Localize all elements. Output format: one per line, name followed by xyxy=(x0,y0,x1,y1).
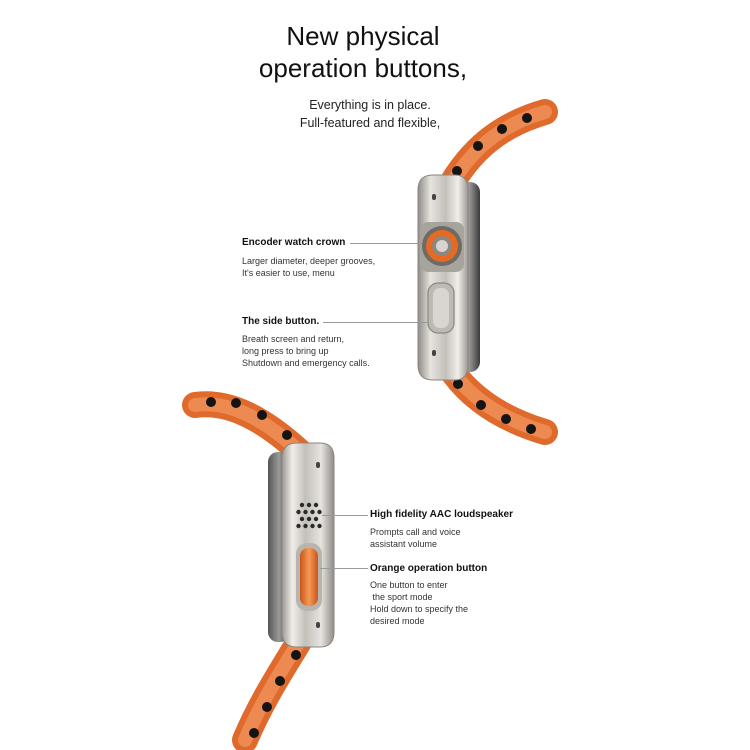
crown-desc-line-2: It's easier to use, menu xyxy=(242,268,335,278)
orange-button-leader-line xyxy=(320,568,368,569)
orange-button-desc-line-1: One button to enter xyxy=(370,580,448,590)
orange-button-desc-line-3: Hold down to specify the xyxy=(370,604,469,614)
orange-button-desc-line-4: desired mode xyxy=(370,616,425,626)
crown-callout-desc xyxy=(242,255,375,279)
orange-button-callout-desc xyxy=(370,579,468,627)
crown-icon xyxy=(420,222,464,272)
side-button-desc-line-1: Breath screen and return, xyxy=(242,334,345,344)
side-button-callout-title: The side button. xyxy=(242,316,320,327)
tagline-line-1: Everything is in place. xyxy=(309,98,431,112)
speaker-desc-line-2: assistant volume xyxy=(370,539,438,549)
tagline-line-2: Full-featured and flexible, xyxy=(299,116,441,130)
bottom-strap-upper xyxy=(195,397,300,452)
speaker-desc-line-1: Prompts call and voice xyxy=(370,527,461,537)
side-button-leader-line xyxy=(323,322,428,323)
orange-action-button-icon xyxy=(296,543,322,611)
crown-callout-title: Encoder watch crown xyxy=(242,237,346,248)
bottom-strap-lower xyxy=(245,640,301,740)
side-button-icon xyxy=(428,283,454,333)
crown-desc-line-1: Larger diameter, deeper grooves, xyxy=(242,256,376,266)
side-button-desc-line-2: long press to bring up xyxy=(242,346,329,356)
speaker-callout-title: High fidelity AAC loudspeaker xyxy=(370,509,513,520)
crown-leader-line xyxy=(350,243,422,244)
orange-button-desc-line-2: the sport mode xyxy=(370,592,433,602)
orange-button-callout-title: Orange operation button xyxy=(370,563,488,574)
side-button-callout-desc xyxy=(242,333,370,369)
headline-line-1: New physical xyxy=(286,21,440,51)
speaker-leader-line xyxy=(322,515,368,516)
side-button-desc-line-3: Shutdown and emergency calls. xyxy=(242,358,370,368)
speaker-callout-desc xyxy=(370,526,461,550)
top-watch-body xyxy=(418,175,480,380)
headline-line-2: operation buttons, xyxy=(258,53,468,83)
